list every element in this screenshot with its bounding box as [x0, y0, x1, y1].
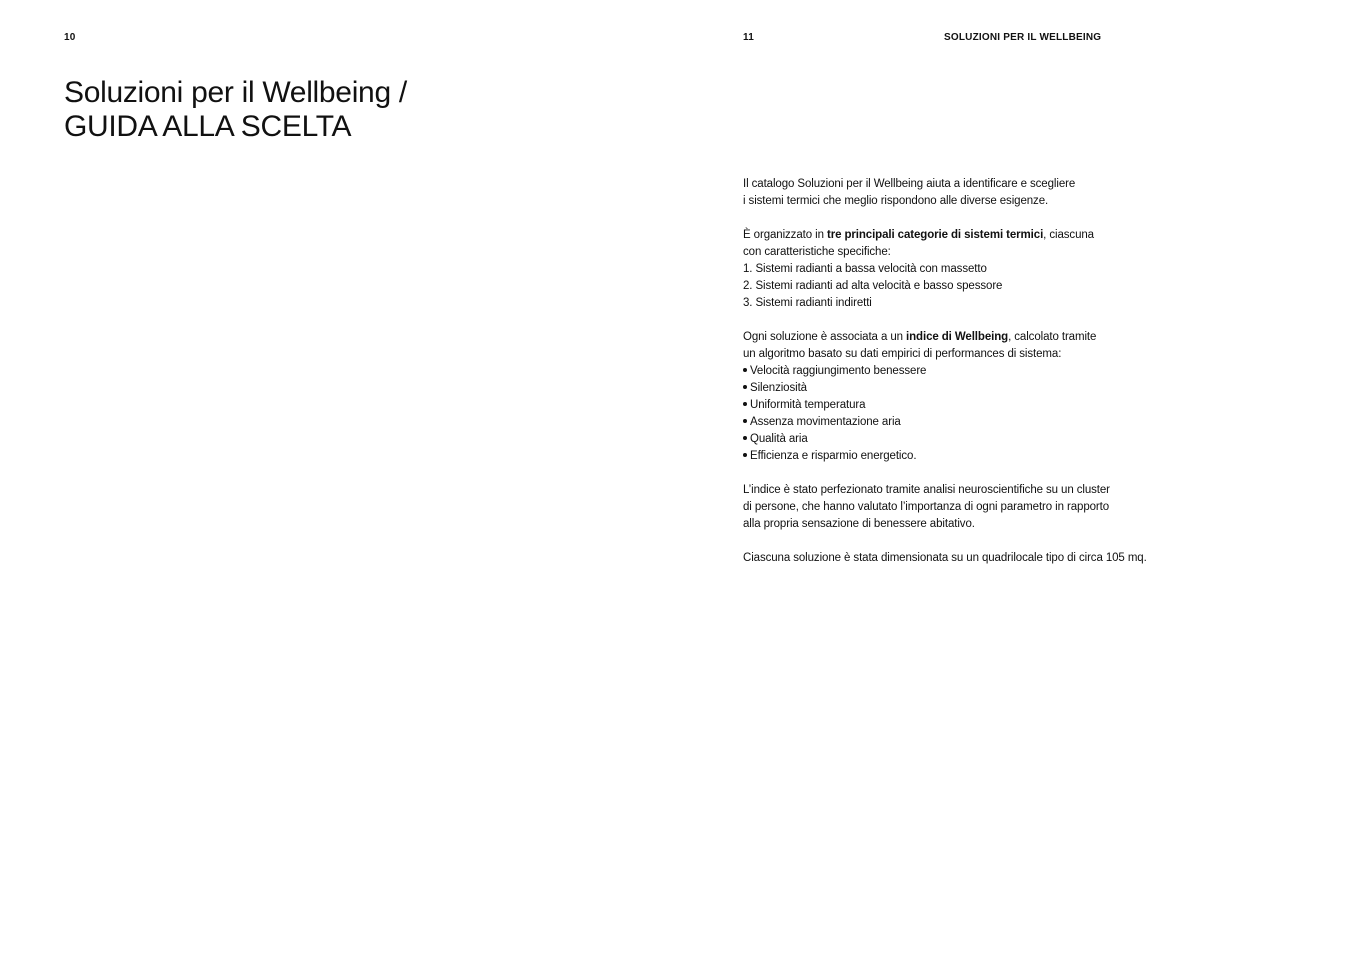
bullet-icon [743, 368, 747, 372]
running-header: SOLUZIONI PER IL WELLBEING [944, 32, 1102, 43]
list-item-label: Qualità aria [750, 433, 808, 445]
list-item-label: Efficienza e risparmio energetico. [750, 450, 917, 462]
intro-line: Il catalogo Soluzioni per il Wellbeing aiuta a identificare e scegliere [743, 178, 1076, 190]
list-item [743, 380, 1183, 397]
list-item [743, 397, 1183, 414]
right-page [678, 0, 1356, 959]
list-item-label: Assenza movimentazione aria [750, 416, 901, 428]
categories-lead-text: È organizzato in [743, 229, 827, 241]
list-item [743, 431, 1183, 448]
list-item [743, 363, 1183, 380]
list-item-label: Silenziosità [750, 382, 807, 394]
bullet-icon [743, 436, 747, 440]
categories-list [743, 261, 1183, 312]
neuro-line: L’indice è stato perfezionato tramite analisi neuroscientifiche su un cluster [743, 484, 1110, 496]
index-lead-text: Ogni soluzione è associata a un [743, 331, 907, 343]
neuro-line: alla propria sensazione di benessere abitativo. [743, 518, 975, 530]
sizing-line: Ciascuna soluzione è stata dimensionata su un quadrilocale tipo di circa 105 mq. [743, 552, 1147, 564]
list-item [743, 414, 1183, 431]
list-item: 1. Sistemi radianti a bassa velocità con massetto [743, 263, 987, 275]
bullet-icon [743, 453, 747, 457]
sizing-paragraph [743, 550, 1183, 567]
page-number-right: 11 [743, 32, 754, 43]
wellbeing-parameters-list [743, 363, 1183, 465]
categories-lead [743, 227, 1183, 244]
index-line: un algoritmo basato su dati empirici di performances di sistema: [743, 348, 1062, 360]
intro-paragraph [743, 176, 1183, 210]
bullet-icon [743, 402, 747, 406]
index-lead-text: , calcolato tramite [1008, 331, 1097, 343]
index-lead [743, 329, 1183, 346]
categories-line: con caratteristiche specifiche: [743, 246, 891, 258]
intro-line: i sistemi termici che meglio rispondono alle diverse esigenze. [743, 195, 1049, 207]
neuro-line: di persone, che hanno valutato l’importanza di ogni parametro in rapporto [743, 501, 1110, 513]
page-title-line-2: GUIDA ALLA SCELTA [64, 110, 352, 143]
page-title [64, 76, 407, 144]
index-lead-bold: indice di Wellbeing [906, 331, 1009, 343]
page-number-left: 10 [64, 32, 76, 43]
list-item-label: Uniformità temperatura [750, 399, 866, 411]
body-text [743, 176, 1183, 584]
page-title-line-1: Soluzioni per il Wellbeing / [64, 76, 407, 109]
bullet-icon [743, 385, 747, 389]
list-item [743, 448, 1183, 465]
list-item: 3. Sistemi radianti indiretti [743, 297, 872, 309]
index-paragraph [743, 329, 1183, 465]
neuro-paragraph [743, 482, 1183, 533]
categories-lead-text: , ciascuna [1043, 229, 1094, 241]
categories-lead-bold: tre principali categorie di sistemi termici [826, 229, 1044, 241]
list-item-label: Velocità raggiungimento benessere [750, 365, 927, 377]
categories-paragraph [743, 227, 1183, 312]
list-item: 2. Sistemi radianti ad alta velocità e basso spessore [743, 280, 1003, 292]
bullet-icon [743, 419, 747, 423]
